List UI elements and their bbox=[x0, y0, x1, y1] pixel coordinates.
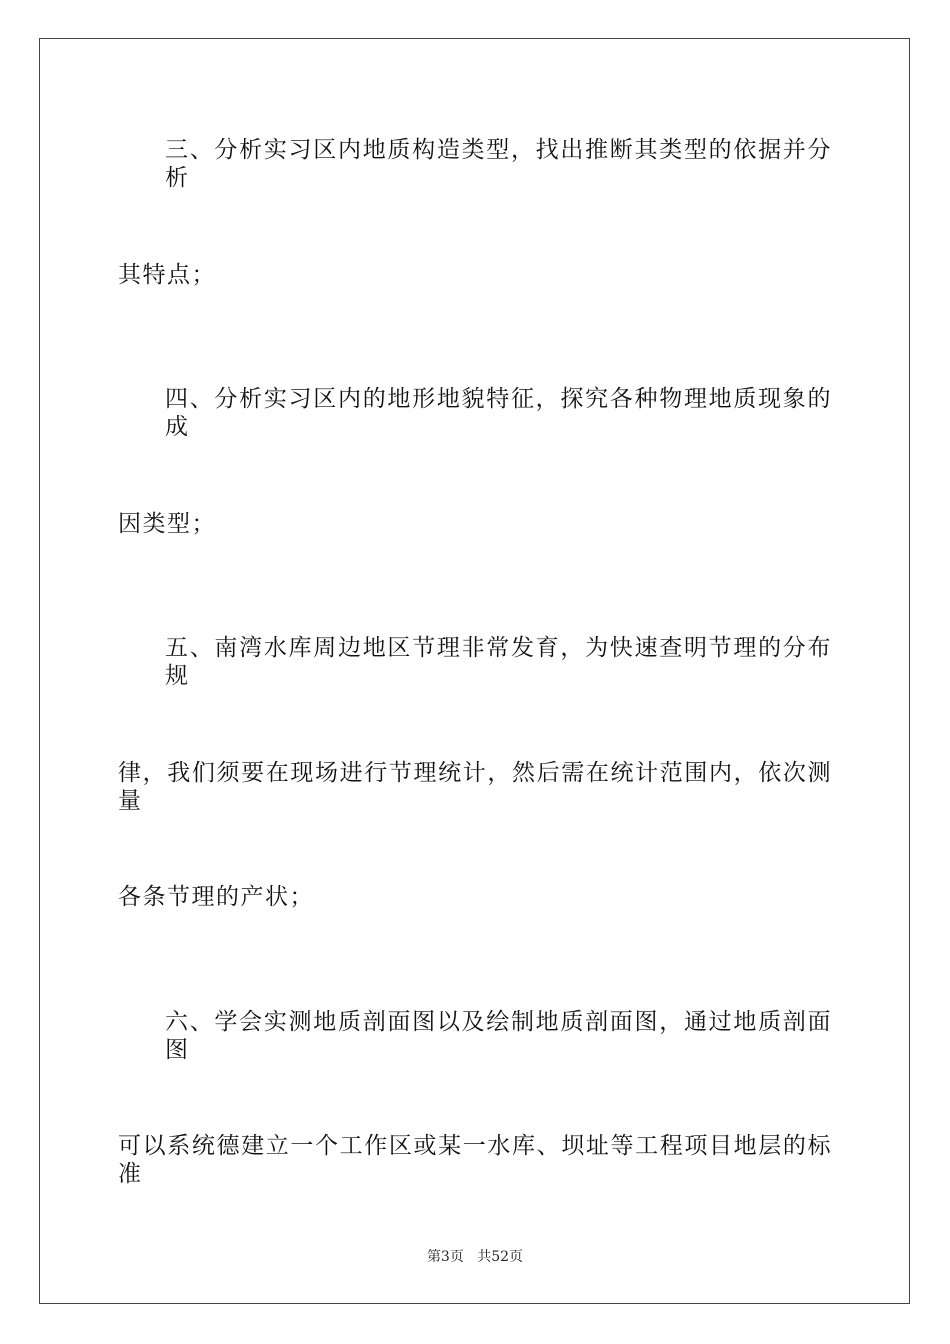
page-footer bbox=[0, 1248, 950, 1266]
paragraph-5-line-2: 律，我们须要在现场进行节理统计，然后需在统计范围内，依次测量 bbox=[118, 760, 832, 814]
paragraph-4-line-2: 因类型； bbox=[118, 511, 216, 537]
current-page-label: 第3页 bbox=[426, 1249, 464, 1265]
paragraph-5-line-3: 各条节理的产状； bbox=[118, 884, 314, 910]
paragraph-3-line-2: 其特点； bbox=[118, 262, 216, 288]
paragraph-3-line-1: 三、分析实习区内地质构造类型，找出推断其类型的依据并分析 bbox=[165, 137, 832, 191]
paragraph-4-line-1: 四、分析实习区内的地形地貌特征，探究各种物理地质现象的成 bbox=[165, 386, 832, 440]
paragraph-6-line-2: 可以系统德建立一个工作区或某一水库、坝址等工程项目地层的标准 bbox=[118, 1133, 832, 1187]
paragraph-6-line-1: 六、学会实测地质剖面图以及绘制地质剖面图，通过地质剖面图 bbox=[165, 1009, 832, 1063]
paragraph-5-line-1: 五、南湾水库周边地区节理非常发育，为快速查明节理的分布规 bbox=[165, 635, 832, 689]
total-pages-label: 共52页 bbox=[477, 1249, 524, 1265]
